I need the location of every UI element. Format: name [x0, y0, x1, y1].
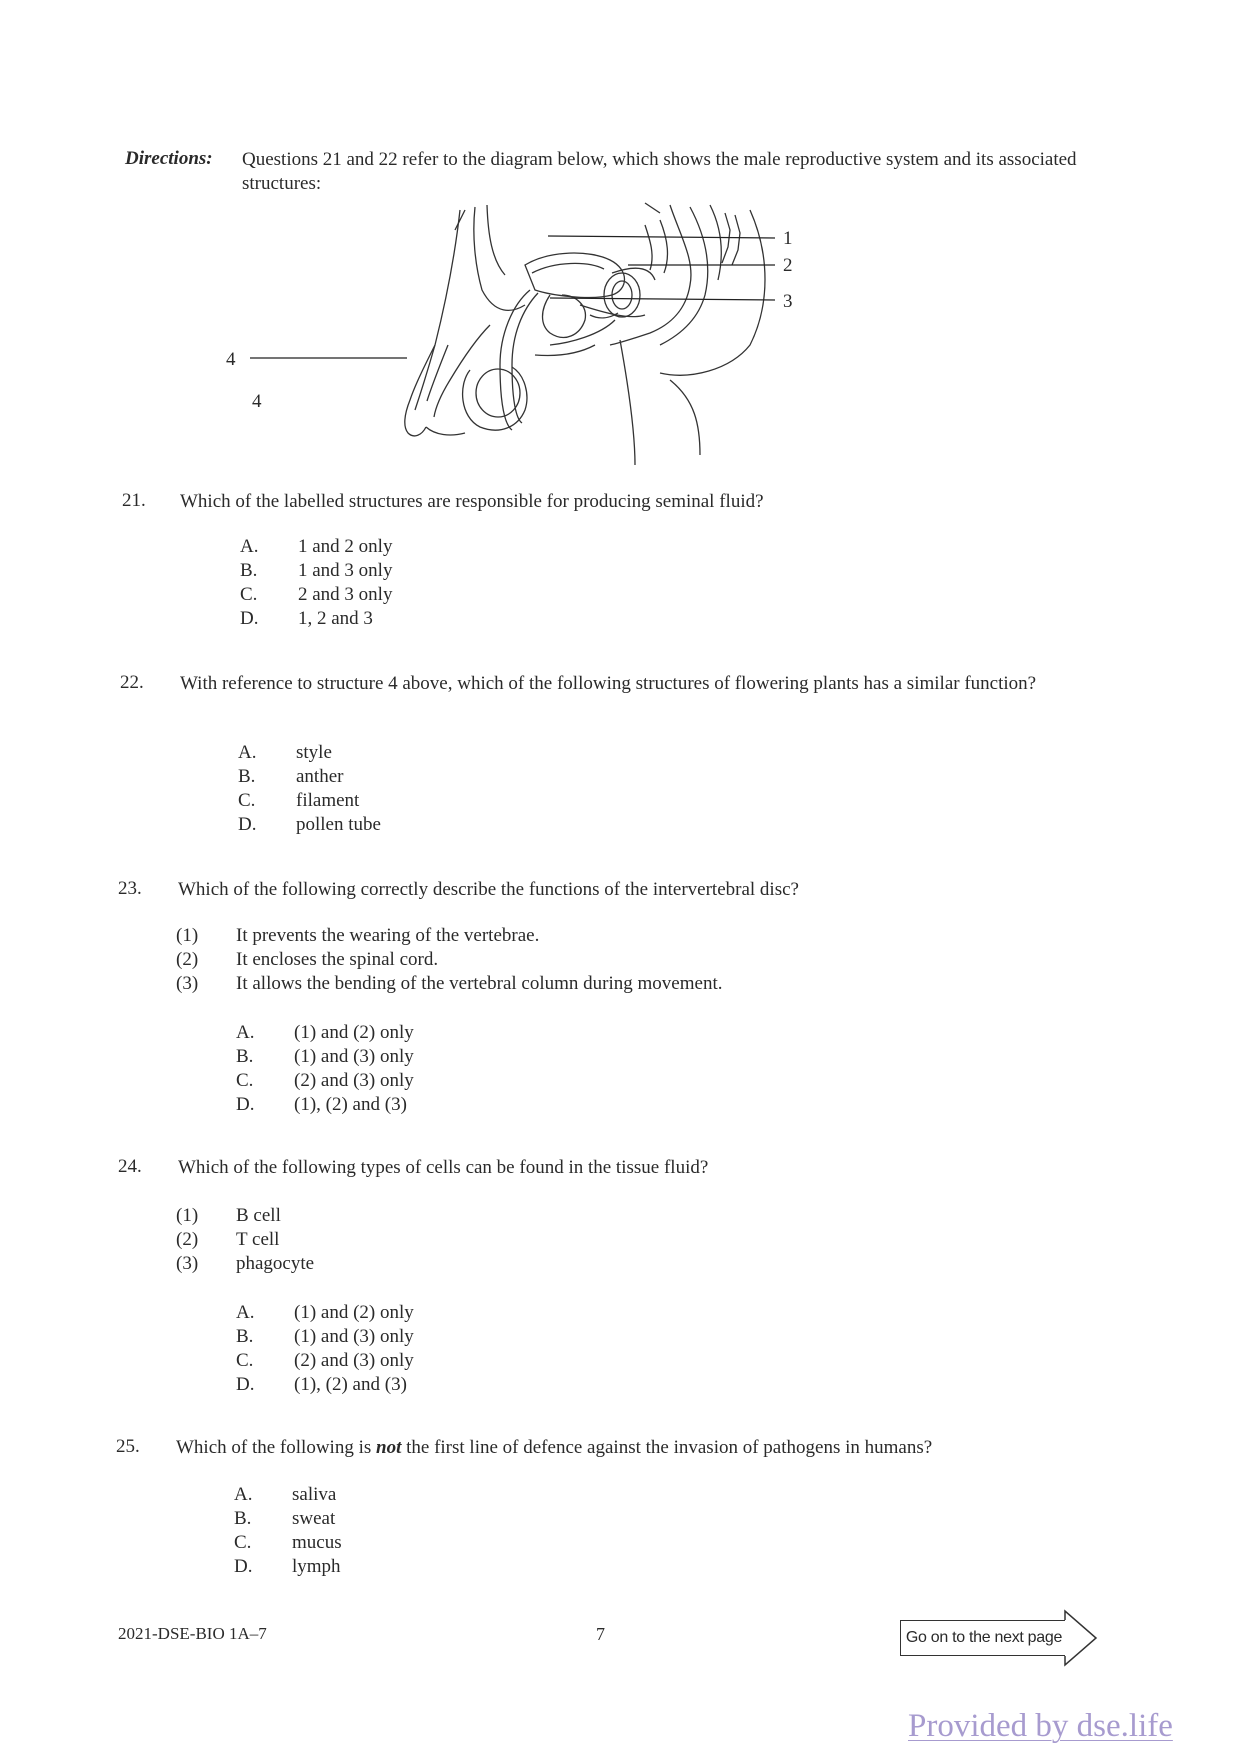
emphasis-not: not: [376, 1437, 402, 1458]
option-text: (1), (2) and (3): [294, 1094, 407, 1115]
option-letter: C.: [240, 584, 258, 605]
option-letter: B.: [234, 1508, 252, 1529]
question-text: Which of the following types of cells can be found in the tissue fluid?: [178, 1157, 709, 1178]
option-text: lymph: [292, 1556, 341, 1577]
option-text: (1) and (2) only: [294, 1302, 414, 1323]
option-letter: B.: [240, 560, 258, 581]
diagram-label-1: 1: [783, 228, 793, 249]
question-number: 25.: [116, 1436, 140, 1457]
statement-text: phagocyte: [236, 1253, 315, 1274]
option-text: (1), (2) and (3): [294, 1374, 407, 1395]
option-letter: A.: [240, 536, 259, 557]
option-letter: D.: [236, 1374, 255, 1395]
diagram-label-4-text: 4: [252, 391, 262, 412]
option-letter: B.: [238, 766, 256, 787]
option-letter: D.: [238, 814, 257, 835]
option-text: 1 and 2 only: [298, 536, 393, 557]
arrow-right-icon: [1064, 1610, 1098, 1666]
option-text: 1, 2 and 3: [298, 608, 373, 629]
question-text-part: Which of the following is: [176, 1437, 376, 1458]
option-text: (1) and (2) only: [294, 1022, 414, 1043]
option-text: 2 and 3 only: [298, 584, 393, 605]
statement-text: It allows the bending of the vertebral column during movement.: [236, 973, 723, 994]
option-letter: C.: [236, 1350, 254, 1371]
statement-number: (3): [176, 973, 199, 994]
paper-code: 2021-DSE-BIO 1A–7: [118, 1624, 267, 1643]
option-text: saliva: [292, 1484, 337, 1505]
option-text: (1) and (3) only: [294, 1326, 414, 1347]
question-number: 22.: [120, 672, 144, 693]
directions-label: Directions:: [125, 148, 213, 169]
option-letter: B.: [236, 1326, 254, 1347]
question-text: With reference to structure 4 above, which of the following structures of flowering plants has a similar function?: [180, 673, 1037, 694]
option-letter: D.: [240, 608, 259, 629]
option-text: pollen tube: [296, 814, 381, 835]
male-reproductive-system-diagram: [226, 195, 910, 475]
diagram-label-4: 4: [226, 349, 236, 370]
option-text: (1) and (3) only: [294, 1046, 414, 1067]
option-text: (2) and (3) only: [294, 1070, 414, 1091]
statement-text: B cell: [236, 1205, 281, 1226]
option-text: 1 and 3 only: [298, 560, 393, 581]
option-letter: D.: [234, 1556, 253, 1577]
question-text-part: the first line of defence against the invasion of pathogens in humans?: [401, 1437, 933, 1458]
option-letter: A.: [234, 1484, 253, 1505]
option-letter: C.: [238, 790, 256, 811]
statement-text: It encloses the spinal cord.: [236, 949, 439, 970]
option-letter: C.: [234, 1532, 252, 1553]
directions-text: Questions 21 and 22 refer to the diagram below, which shows the male reproductive system and its associated structures:: [242, 149, 1077, 194]
next-page-button[interactable]: Go on to the next page: [900, 1620, 1068, 1656]
option-text: anther: [296, 766, 344, 787]
statement-number: (3): [176, 1253, 199, 1274]
statement-text: It prevents the wearing of the vertebrae.: [236, 925, 540, 946]
question-number: 24.: [118, 1156, 142, 1177]
option-letter: C.: [236, 1070, 254, 1091]
statement-number: (1): [176, 925, 199, 946]
page-number: 7: [596, 1624, 605, 1644]
option-text: (2) and (3) only: [294, 1350, 414, 1371]
option-letter: A.: [236, 1302, 255, 1323]
question-number: 21.: [122, 490, 146, 511]
option-text: sweat: [292, 1508, 336, 1529]
question-number: 23.: [118, 878, 142, 899]
option-letter: A.: [238, 742, 257, 763]
statement-number: (2): [176, 949, 199, 970]
option-letter: A.: [236, 1022, 255, 1043]
option-letter: B.: [236, 1046, 254, 1067]
provider-watermark[interactable]: Provided by dse.life: [908, 1708, 1173, 1744]
diagram-label-3: 3: [783, 291, 793, 312]
option-text: mucus: [292, 1532, 342, 1553]
statement-number: (2): [176, 1229, 199, 1250]
option-letter: D.: [236, 1094, 255, 1115]
statement-text: T cell: [236, 1229, 280, 1250]
option-text: style: [296, 742, 332, 763]
option-text: filament: [296, 790, 360, 811]
question-text: Which of the labelled structures are responsible for producing seminal fluid?: [180, 491, 764, 512]
diagram-label-2: 2: [783, 255, 793, 276]
question-text: Which of the following correctly describe the functions of the intervertebral disc?: [178, 879, 799, 900]
statement-number: (1): [176, 1205, 199, 1226]
question-text: [176, 1436, 932, 1460]
